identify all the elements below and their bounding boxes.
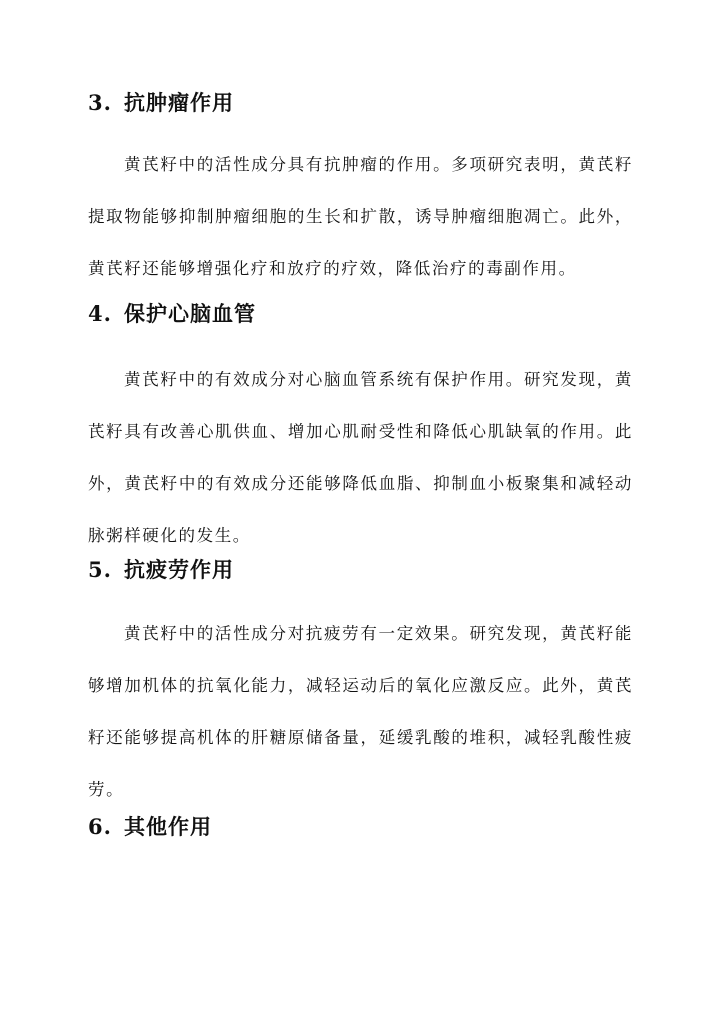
section-number: 3. <box>88 90 112 115</box>
section-heading-4 <box>88 300 256 328</box>
section-heading-6 <box>88 813 212 841</box>
section-number: 5. <box>88 557 112 582</box>
section-title: 保护心脑血管 <box>124 301 256 326</box>
section-title: 其他作用 <box>124 814 212 839</box>
section-heading-5 <box>88 556 234 584</box>
section-paragraph-5: 黄芪籽中的活性成分对抗疲劳有一定效果。研究发现，黄芪籽能够增加机体的抗氧化能力，减轻运动后的氧化应激反应。此外，黄芪籽还能够提高机体的肝糖原储备量，延缓乳酸的堆积，减轻乳酸性疲劳。 <box>88 624 633 799</box>
section-heading-3 <box>88 89 234 117</box>
section-title: 抗肿瘤作用 <box>124 90 234 115</box>
section-paragraph-3: 黄芪籽中的活性成分具有抗肿瘤的作用。多项研究表明，黄芪籽提取物能够抑制肿瘤细胞的生长和扩散，诱导肿瘤细胞凋亡。此外，黄芪籽还能够增强化疗和放疗的疗效，降低治疗的毒副作用。 <box>88 155 633 278</box>
section-number: 4. <box>88 301 112 326</box>
section-paragraph-4: 黄芪籽中的有效成分对心脑血管系统有保护作用。研究发现，黄芪籽具有改善心肌供血、增加心肌耐受性和降低心肌缺氧的作用。此外，黄芪籽中的有效成分还能够降低血脂、抑制血小板聚集和减轻动脉粥样硬化的发生。 <box>88 370 633 545</box>
section-title: 抗疲劳作用 <box>124 557 234 582</box>
section-number: 6. <box>88 814 112 839</box>
